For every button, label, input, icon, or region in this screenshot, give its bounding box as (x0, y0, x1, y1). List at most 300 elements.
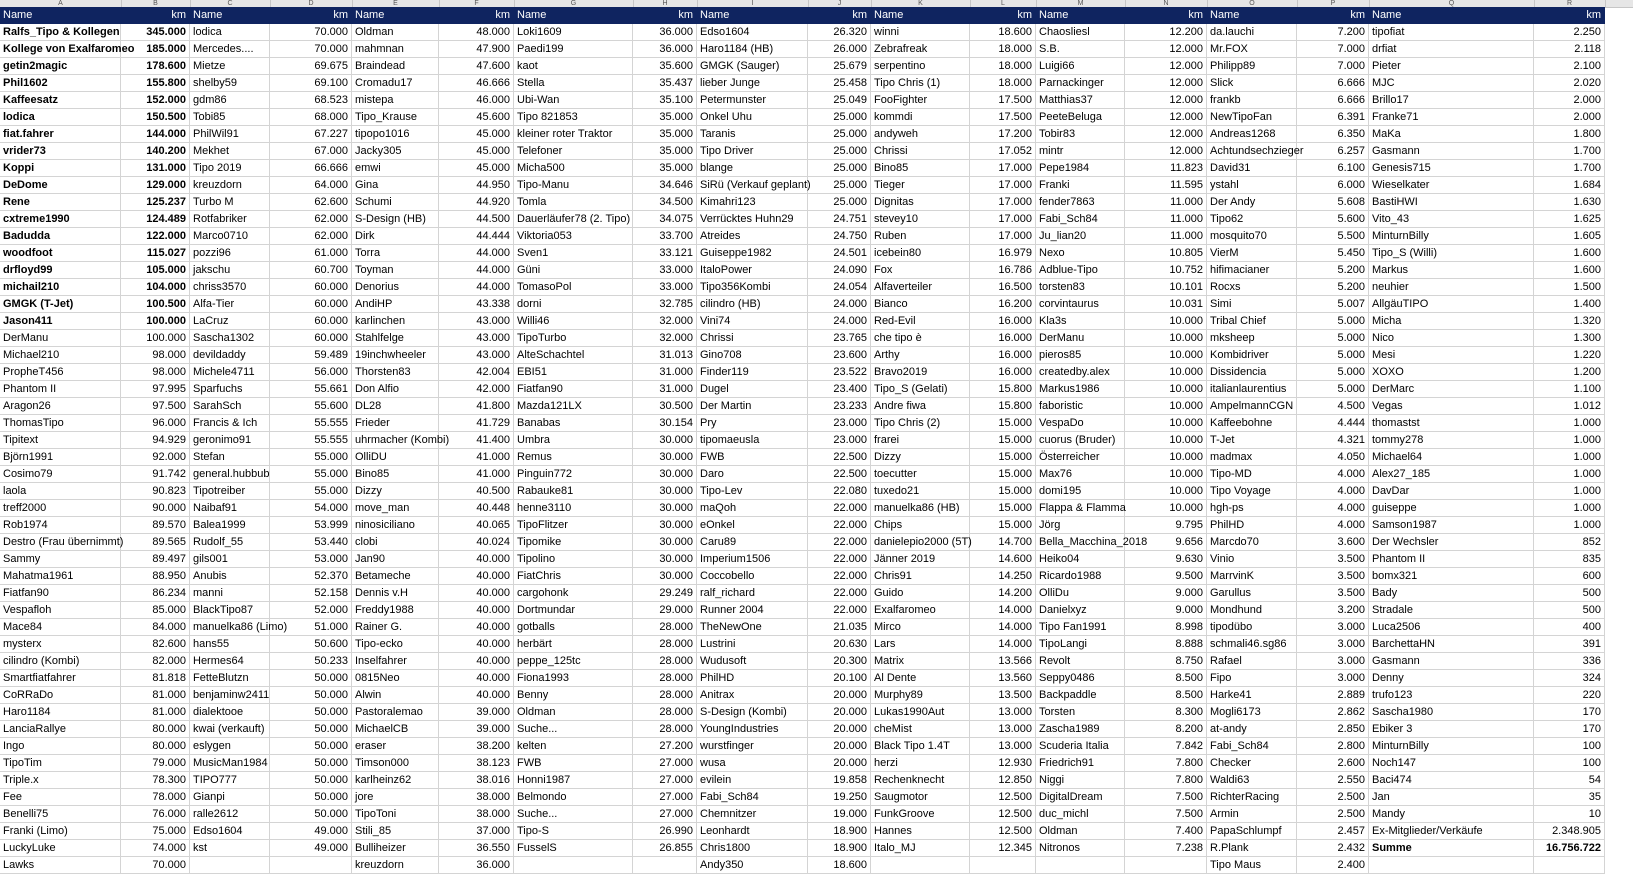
name-cell[interactable]: Ricardo1988 (1036, 568, 1125, 585)
name-cell[interactable]: Tipo-ecko (352, 636, 439, 653)
km-cell[interactable]: 8.750 (1125, 653, 1207, 670)
name-cell[interactable]: jore (352, 789, 439, 806)
name-cell[interactable]: BastiHWI (1369, 194, 1534, 211)
header-name-cell[interactable]: Name (352, 7, 439, 24)
name-cell[interactable]: Franki (Limo) (0, 823, 121, 840)
km-cell[interactable]: 4.000 (1297, 517, 1369, 534)
name-cell[interactable]: Stahlfelge (352, 330, 439, 347)
name-cell[interactable]: Seppy0486 (1036, 670, 1125, 687)
km-cell[interactable]: 12.000 (1125, 58, 1207, 75)
name-cell[interactable]: Markus (1369, 262, 1534, 279)
km-cell[interactable]: 5.600 (1297, 211, 1369, 228)
km-cell[interactable]: 32.000 (633, 330, 697, 347)
km-cell[interactable]: 50.000 (270, 772, 352, 789)
km-cell[interactable]: 1.800 (1534, 126, 1605, 143)
km-cell[interactable]: 43.000 (439, 347, 514, 364)
name-cell[interactable]: tommy278 (1369, 432, 1534, 449)
km-cell[interactable]: 20.000 (808, 721, 871, 738)
name-cell[interactable]: PapaSchlumpf (1207, 823, 1297, 840)
name-cell[interactable]: kelten (514, 738, 633, 755)
name-cell[interactable]: Guido (871, 585, 970, 602)
km-cell[interactable]: 2.500 (1297, 789, 1369, 806)
km-cell[interactable]: 5.450 (1297, 245, 1369, 262)
name-cell[interactable]: Francis & Ich (190, 415, 270, 432)
km-cell[interactable]: 33.000 (633, 279, 697, 296)
name-cell[interactable]: Stefan (190, 449, 270, 466)
name-cell[interactable]: manni (190, 585, 270, 602)
km-cell[interactable]: 12.500 (970, 823, 1036, 840)
km-cell[interactable]: 400 (1534, 619, 1605, 636)
km-cell[interactable]: 30.154 (633, 415, 697, 432)
km-cell[interactable]: 3.500 (1297, 568, 1369, 585)
km-cell[interactable]: 85.000 (121, 602, 190, 619)
name-cell[interactable]: Triple.x (0, 772, 121, 789)
name-cell[interactable]: Loki1609 (514, 24, 633, 41)
km-cell[interactable]: 17.052 (970, 143, 1036, 160)
name-cell[interactable]: YoungIndustries (697, 721, 808, 738)
name-cell[interactable]: Tipo 821853 (514, 109, 633, 126)
name-cell[interactable]: Alwin (352, 687, 439, 704)
km-cell[interactable]: 35.000 (633, 126, 697, 143)
km-cell[interactable]: 185.000 (121, 41, 190, 58)
name-cell[interactable]: David31 (1207, 160, 1297, 177)
name-cell[interactable]: Phantom II (1369, 551, 1534, 568)
name-cell[interactable]: Finder119 (697, 364, 808, 381)
name-cell[interactable]: S.B. (1036, 41, 1125, 58)
header-km-cell[interactable]: km (1534, 7, 1605, 24)
name-cell[interactable]: Torra (352, 245, 439, 262)
name-cell[interactable]: TomasoPol (514, 279, 633, 296)
km-cell[interactable]: 18.900 (808, 840, 871, 857)
name-cell[interactable]: Tipo Chris (1) (871, 75, 970, 92)
column-letter[interactable]: C (190, 0, 271, 7)
name-cell[interactable]: michail210 (0, 279, 121, 296)
km-cell[interactable]: 2.348.905 (1534, 823, 1605, 840)
km-cell[interactable]: 852 (1534, 534, 1605, 551)
name-cell[interactable]: hans55 (190, 636, 270, 653)
name-cell[interactable]: Slick (1207, 75, 1297, 92)
name-cell[interactable]: neuhier (1369, 279, 1534, 296)
name-cell[interactable]: clobi (352, 534, 439, 551)
km-cell[interactable]: 2.850 (1297, 721, 1369, 738)
km-cell[interactable]: 50.000 (270, 738, 352, 755)
km-cell[interactable]: 30.000 (633, 568, 697, 585)
km-cell[interactable]: 2.550 (1297, 772, 1369, 789)
name-cell[interactable]: Simi (1207, 296, 1297, 313)
name-cell[interactable]: DerManu (1036, 330, 1125, 347)
name-cell[interactable]: uhrmacher (Kombi) (352, 432, 439, 449)
name-cell[interactable]: GMGK (Sauger) (697, 58, 808, 75)
name-cell[interactable]: Oldman (1036, 823, 1125, 840)
name-cell[interactable]: Benny (514, 687, 633, 704)
name-cell[interactable]: pozzi96 (190, 245, 270, 262)
km-cell[interactable]: 47.900 (439, 41, 514, 58)
name-cell[interactable]: Mandy (1369, 806, 1534, 823)
name-cell[interactable]: kaot (514, 58, 633, 75)
km-cell[interactable]: 30.000 (633, 500, 697, 517)
name-cell[interactable]: Oldman (352, 24, 439, 41)
name-cell[interactable]: Naibaf91 (190, 500, 270, 517)
km-cell[interactable] (270, 857, 352, 874)
name-cell[interactable]: cuorus (Bruder) (1036, 432, 1125, 449)
km-cell[interactable]: 35.437 (633, 75, 697, 92)
km-cell[interactable]: 835 (1534, 551, 1605, 568)
km-cell[interactable]: 1.000 (1534, 466, 1605, 483)
km-cell[interactable]: 3.600 (1297, 534, 1369, 551)
header-km-cell[interactable]: km (633, 7, 697, 24)
name-cell[interactable]: Tipo-S (514, 823, 633, 840)
name-cell[interactable]: faboristic (1036, 398, 1125, 415)
km-cell[interactable]: 9.500 (1125, 568, 1207, 585)
km-cell[interactable]: 36.000 (633, 41, 697, 58)
header-name-cell[interactable]: Name (1036, 7, 1125, 24)
km-cell[interactable]: 5.000 (1297, 330, 1369, 347)
name-cell[interactable]: MinturnBilly (1369, 738, 1534, 755)
km-cell[interactable]: 26.990 (633, 823, 697, 840)
km-cell[interactable]: 35.100 (633, 92, 697, 109)
km-cell[interactable]: 6.391 (1297, 109, 1369, 126)
km-cell[interactable]: 82.600 (121, 636, 190, 653)
name-cell[interactable]: Destro (Frau übernimmt) (0, 534, 121, 551)
name-cell[interactable]: Rene (0, 194, 121, 211)
name-cell[interactable]: Ingo (0, 738, 121, 755)
name-cell[interactable]: danielepio2000 (5T) (871, 534, 970, 551)
km-cell[interactable]: 55.600 (270, 398, 352, 415)
name-cell[interactable]: Toyman (352, 262, 439, 279)
name-cell[interactable]: manuelka86 (Limo) (190, 619, 270, 636)
km-cell[interactable]: 44.920 (439, 194, 514, 211)
name-cell[interactable]: move_man (352, 500, 439, 517)
name-cell[interactable]: frankb (1207, 92, 1297, 109)
name-cell[interactable]: Tipo 2019 (190, 160, 270, 177)
km-cell[interactable]: 24.750 (808, 228, 871, 245)
name-cell[interactable]: Mahatma1961 (0, 568, 121, 585)
km-cell[interactable]: 44.000 (439, 279, 514, 296)
name-cell[interactable]: MaKa (1369, 126, 1534, 143)
name-cell[interactable]: mistepa (352, 92, 439, 109)
km-cell[interactable]: 8.888 (1125, 636, 1207, 653)
km-cell[interactable]: 12.000 (1125, 75, 1207, 92)
name-cell[interactable]: Stili_85 (352, 823, 439, 840)
km-cell[interactable]: 1.000 (1534, 415, 1605, 432)
km-cell[interactable]: 24.000 (808, 296, 871, 313)
name-cell[interactable]: Flappa & Flamma (1036, 500, 1125, 517)
name-cell[interactable]: frarei (871, 432, 970, 449)
name-cell[interactable]: VierM (1207, 245, 1297, 262)
km-cell[interactable]: 52.158 (270, 585, 352, 602)
name-cell[interactable]: Nitronos (1036, 840, 1125, 857)
km-cell[interactable]: 88.950 (121, 568, 190, 585)
name-cell[interactable]: karlheinz62 (352, 772, 439, 789)
name-cell[interactable]: Kaffeebohne (1207, 415, 1297, 432)
name-cell[interactable]: Tipolino (514, 551, 633, 568)
header-name-cell[interactable]: Name (1369, 7, 1534, 24)
km-cell[interactable]: 1.605 (1534, 228, 1605, 245)
name-cell[interactable]: Chrissi (871, 143, 970, 160)
km-cell[interactable]: 66.666 (270, 160, 352, 177)
name-cell[interactable]: Lukas1990Aut (871, 704, 970, 721)
km-cell[interactable]: 25.000 (808, 126, 871, 143)
name-cell[interactable]: Gianpi (190, 789, 270, 806)
km-cell[interactable]: 25.458 (808, 75, 871, 92)
name-cell[interactable]: Vini74 (697, 313, 808, 330)
km-cell[interactable]: 15.000 (970, 500, 1036, 517)
name-cell[interactable]: andyweh (871, 126, 970, 143)
km-cell[interactable]: 13.500 (970, 687, 1036, 704)
name-cell[interactable]: Mogli6173 (1207, 704, 1297, 721)
km-cell[interactable]: 27.000 (633, 772, 697, 789)
km-cell[interactable]: 55.555 (270, 415, 352, 432)
column-letter[interactable]: B (121, 0, 191, 7)
name-cell[interactable]: Tipo Fan1991 (1036, 619, 1125, 636)
km-cell[interactable]: 10.031 (1125, 296, 1207, 313)
name-cell[interactable]: Tipo_S (Willi) (1369, 245, 1534, 262)
name-cell[interactable]: Oldman (514, 704, 633, 721)
km-cell[interactable]: 7.238 (1125, 840, 1207, 857)
name-cell[interactable]: Baci474 (1369, 772, 1534, 789)
name-cell[interactable]: Stella (514, 75, 633, 92)
km-cell[interactable]: 10.805 (1125, 245, 1207, 262)
km-cell[interactable]: 44.500 (439, 211, 514, 228)
km-cell[interactable]: 12.000 (1125, 41, 1207, 58)
km-cell[interactable]: 100 (1534, 738, 1605, 755)
name-cell[interactable]: Tipo Maus (1207, 857, 1297, 874)
km-cell[interactable]: 1.684 (1534, 177, 1605, 194)
km-cell[interactable]: 39.000 (439, 721, 514, 738)
km-cell[interactable]: 25.000 (808, 177, 871, 194)
name-cell[interactable]: Matrix (871, 653, 970, 670)
name-cell[interactable]: PropheT456 (0, 364, 121, 381)
name-cell[interactable]: Cromadu17 (352, 75, 439, 92)
name-cell[interactable]: vrider73 (0, 143, 121, 160)
km-cell[interactable]: 12.000 (1125, 92, 1207, 109)
name-cell[interactable]: FooFighter (871, 92, 970, 109)
name-cell[interactable]: PhilHD (1207, 517, 1297, 534)
name-cell[interactable]: wurstfinger (697, 738, 808, 755)
km-cell[interactable]: 3.500 (1297, 585, 1369, 602)
name-cell[interactable]: Micha (1369, 313, 1534, 330)
name-cell[interactable]: Sascha1302 (190, 330, 270, 347)
km-cell[interactable]: 44.444 (439, 228, 514, 245)
name-cell[interactable]: RichterRacing (1207, 789, 1297, 806)
name-cell[interactable]: Suche... (514, 806, 633, 823)
km-cell[interactable]: 15.000 (970, 483, 1036, 500)
name-cell[interactable]: cilindro (Kombi) (0, 653, 121, 670)
name-cell[interactable]: Remus (514, 449, 633, 466)
km-cell[interactable]: 14.200 (970, 585, 1036, 602)
name-cell[interactable]: Michele4711 (190, 364, 270, 381)
name-cell[interactable]: Tipitext (0, 432, 121, 449)
km-cell[interactable]: 43.338 (439, 296, 514, 313)
km-cell[interactable]: 9.000 (1125, 585, 1207, 602)
name-cell[interactable]: ralf_richard (697, 585, 808, 602)
km-cell[interactable]: 67.227 (270, 126, 352, 143)
name-cell[interactable]: kreuzdorn (190, 177, 270, 194)
km-cell[interactable]: 4.000 (1297, 500, 1369, 517)
km-cell[interactable]: 50.000 (270, 721, 352, 738)
name-cell[interactable]: Chrissi (697, 330, 808, 347)
name-cell[interactable]: Marcdo70 (1207, 534, 1297, 551)
km-cell[interactable]: 2.800 (1297, 738, 1369, 755)
name-cell[interactable]: mahmnan (352, 41, 439, 58)
km-cell[interactable]: 18.000 (970, 58, 1036, 75)
name-cell[interactable]: Vegas (1369, 398, 1534, 415)
km-cell[interactable]: 41.800 (439, 398, 514, 415)
name-cell[interactable]: Genesis715 (1369, 160, 1534, 177)
name-cell[interactable]: FunkGroove (871, 806, 970, 823)
name-cell[interactable]: AlteSchachtel (514, 347, 633, 364)
km-cell[interactable]: 17.200 (970, 126, 1036, 143)
km-cell[interactable]: 17.000 (970, 228, 1036, 245)
km-cell[interactable]: 28.000 (633, 619, 697, 636)
km-cell[interactable]: 30.000 (633, 466, 697, 483)
name-cell[interactable]: Michael64 (1369, 449, 1534, 466)
km-cell[interactable]: 81.000 (121, 687, 190, 704)
km-cell[interactable]: 43.000 (439, 330, 514, 347)
km-cell[interactable]: 9.630 (1125, 551, 1207, 568)
km-cell[interactable]: 15.000 (970, 466, 1036, 483)
km-cell[interactable]: 40.065 (439, 517, 514, 534)
km-cell[interactable]: 97.500 (121, 398, 190, 415)
km-cell[interactable]: 51.000 (270, 619, 352, 636)
km-cell[interactable]: 53.440 (270, 534, 352, 551)
name-cell[interactable]: fender7863 (1036, 194, 1125, 211)
name-cell[interactable]: Heiko04 (1036, 551, 1125, 568)
name-cell[interactable]: blange (697, 160, 808, 177)
name-cell[interactable]: tuxedo21 (871, 483, 970, 500)
name-cell[interactable]: thomastst (1369, 415, 1534, 432)
name-cell[interactable]: PhilHD (697, 670, 808, 687)
km-cell[interactable]: 3.500 (1297, 551, 1369, 568)
km-cell[interactable]: 25.000 (808, 143, 871, 160)
header-km-cell[interactable]: km (1125, 7, 1207, 24)
name-cell[interactable]: Mace84 (0, 619, 121, 636)
name-cell[interactable]: Paedi199 (514, 41, 633, 58)
km-cell[interactable]: 60.000 (270, 330, 352, 347)
km-cell[interactable]: 36.000 (439, 857, 514, 874)
name-cell[interactable]: ninosiciliano (352, 517, 439, 534)
km-cell[interactable]: 45.000 (439, 126, 514, 143)
name-cell[interactable]: Arthy (871, 347, 970, 364)
km-cell[interactable]: 55.000 (270, 466, 352, 483)
km-cell[interactable]: 18.000 (970, 75, 1036, 92)
name-cell[interactable]: Pinguin772 (514, 466, 633, 483)
km-cell[interactable]: 55.661 (270, 381, 352, 398)
name-cell[interactable]: Tipotreiber (190, 483, 270, 500)
km-cell[interactable]: 50.000 (270, 704, 352, 721)
km-cell[interactable]: 5.000 (1297, 347, 1369, 364)
km-cell[interactable]: 61.000 (270, 245, 352, 262)
name-cell[interactable]: DerMarc (1369, 381, 1534, 398)
name-cell[interactable]: Luca2506 (1369, 619, 1534, 636)
name-cell[interactable]: Andre fiwa (871, 398, 970, 415)
name-cell[interactable]: Luigi66 (1036, 58, 1125, 75)
km-cell[interactable]: 78.300 (121, 772, 190, 789)
name-cell[interactable]: treff2000 (0, 500, 121, 517)
km-cell[interactable]: 10.000 (1125, 381, 1207, 398)
name-cell[interactable]: getin2magic (0, 58, 121, 75)
name-cell[interactable]: Sascha1980 (1369, 704, 1534, 721)
name-cell[interactable]: S-Design (HB) (352, 211, 439, 228)
km-cell[interactable]: 15.800 (970, 381, 1036, 398)
name-cell[interactable]: MJC (1369, 75, 1534, 92)
name-cell[interactable]: Sven1 (514, 245, 633, 262)
name-cell[interactable]: Dugel (697, 381, 808, 398)
km-cell[interactable]: 16.500 (970, 279, 1036, 296)
name-cell[interactable]: Micha500 (514, 160, 633, 177)
km-cell[interactable]: 122.000 (121, 228, 190, 245)
name-cell[interactable]: Sparfuchs (190, 381, 270, 398)
name-cell[interactable]: Kla3s (1036, 313, 1125, 330)
name-cell[interactable]: Tipo62 (1207, 211, 1297, 228)
name-cell[interactable]: Chemnitzer (697, 806, 808, 823)
km-cell[interactable]: 98.000 (121, 364, 190, 381)
name-cell[interactable]: Schumi (352, 194, 439, 211)
km-cell[interactable]: 45.600 (439, 109, 514, 126)
name-cell[interactable]: Badudda (0, 228, 121, 245)
km-cell[interactable]: 12.000 (1125, 109, 1207, 126)
km-cell[interactable]: 1.320 (1534, 313, 1605, 330)
name-cell[interactable]: Chris1800 (697, 840, 808, 857)
name-cell[interactable]: Caru89 (697, 534, 808, 551)
header-km-cell[interactable]: km (121, 7, 190, 24)
km-cell[interactable]: 34.075 (633, 211, 697, 228)
km-cell[interactable]: 13.000 (970, 738, 1036, 755)
km-cell[interactable]: 1.000 (1534, 449, 1605, 466)
km-cell[interactable]: 23.522 (808, 364, 871, 381)
name-cell[interactable]: Coccobello (697, 568, 808, 585)
km-cell[interactable]: 48.000 (439, 24, 514, 41)
name-cell[interactable]: Gina (352, 177, 439, 194)
name-cell[interactable]: DigitalDream (1036, 789, 1125, 806)
name-cell[interactable]: evilein (697, 772, 808, 789)
km-cell[interactable]: 10.000 (1125, 449, 1207, 466)
name-cell[interactable]: Scuderia Italia (1036, 738, 1125, 755)
km-cell[interactable]: 7.400 (1125, 823, 1207, 840)
km-cell[interactable]: 62.000 (270, 228, 352, 245)
name-cell[interactable]: Anubis (190, 568, 270, 585)
name-cell[interactable]: Summe (1369, 840, 1534, 857)
name-cell[interactable]: Timson000 (352, 755, 439, 772)
km-cell[interactable]: 37.000 (439, 823, 514, 840)
km-cell[interactable]: 59.489 (270, 347, 352, 364)
name-cell[interactable]: Zascha1989 (1036, 721, 1125, 738)
km-cell[interactable]: 40.000 (439, 670, 514, 687)
name-cell[interactable]: Anitrax (697, 687, 808, 704)
name-cell[interactable]: schmali46.sg86 (1207, 636, 1297, 653)
km-cell[interactable]: 10.752 (1125, 262, 1207, 279)
km-cell[interactable]: 60.000 (270, 279, 352, 296)
name-cell[interactable]: Jan90 (352, 551, 439, 568)
km-cell[interactable]: 10.101 (1125, 279, 1207, 296)
name-cell[interactable]: Balea1999 (190, 517, 270, 534)
km-cell[interactable]: 178.600 (121, 58, 190, 75)
name-cell[interactable]: Tipomike (514, 534, 633, 551)
name-cell[interactable]: Belmondo (514, 789, 633, 806)
name-cell[interactable] (871, 857, 970, 874)
km-cell[interactable]: 23.233 (808, 398, 871, 415)
km-cell[interactable]: 84.000 (121, 619, 190, 636)
km-cell[interactable]: 35.000 (633, 143, 697, 160)
km-cell[interactable]: 40.000 (439, 687, 514, 704)
km-cell[interactable]: 324 (1534, 670, 1605, 687)
km-cell[interactable]: 22.080 (808, 483, 871, 500)
km-cell[interactable]: 12.500 (970, 806, 1036, 823)
name-cell[interactable]: Mesi (1369, 347, 1534, 364)
name-cell[interactable]: Stradale (1369, 602, 1534, 619)
name-cell[interactable]: Backpaddle (1036, 687, 1125, 704)
name-cell[interactable]: Fipo (1207, 670, 1297, 687)
